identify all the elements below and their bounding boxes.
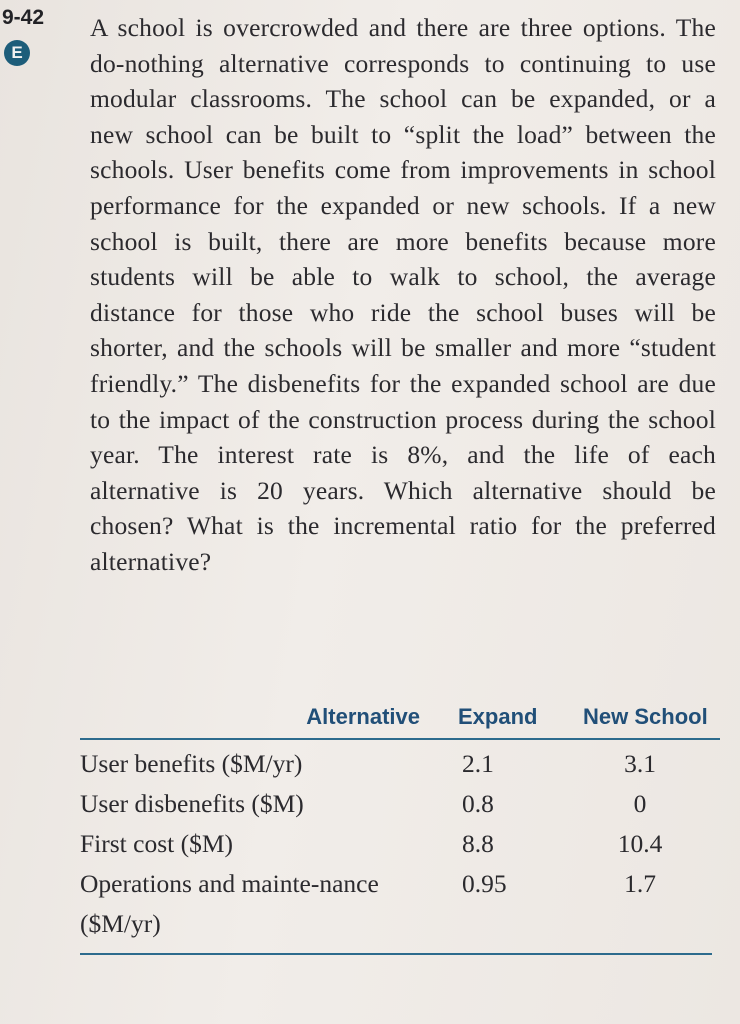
new-school-value: 10.4	[617, 829, 663, 858]
row-label: First cost ($M)	[80, 829, 233, 858]
row-label: Operations and mainte-nance ($M/yr)	[80, 869, 379, 938]
table-row	[80, 784, 720, 824]
expand-value: 8.8	[462, 829, 494, 858]
expand-value: 0.8	[462, 789, 494, 818]
alternatives-table	[80, 700, 720, 944]
row-label: User disbenefits ($M)	[80, 789, 304, 818]
new-school-value: 0	[633, 789, 647, 818]
table-header	[80, 700, 720, 740]
problem-number: 9-42	[2, 6, 45, 29]
table-row	[80, 744, 720, 784]
problem-statement: A school is overcrowded and there are three options. The do-nothing alternative corresponds to continuing to use modular classrooms. The school can be expanded, or a new school can be built to “split the load” between the schools. User benefits come from improvements in school performance for the expanded or new schools. If a new school is built, there are more benefits because more students will be able to walk to school, the average distance for those who ride the school buses will be shorter, and the schools will be smaller and more “student friendly.” The disbenefits for the expanded school are due to the impact of the construction process during the school year. The interest rate is 8%, and the life of each alternative is 20 years. Which alternative should be chosen? What is the incremental ratio for the preferred alternative?	[90, 13, 716, 576]
table-row	[80, 864, 720, 944]
row-label: User benefits ($M/yr)	[80, 749, 303, 778]
expand-value: 2.1	[462, 749, 494, 778]
expand-value: 0.95	[462, 869, 507, 898]
table-bottom-rule	[80, 953, 712, 955]
table-row	[80, 824, 720, 864]
header-new-school: New School	[583, 704, 708, 729]
new-school-value: 3.1	[624, 749, 656, 778]
new-school-value: 1.7	[624, 869, 656, 898]
excel-badge-icon: E	[4, 40, 30, 66]
header-alternative: Alternative	[306, 704, 420, 729]
header-expand: Expand	[458, 704, 538, 729]
